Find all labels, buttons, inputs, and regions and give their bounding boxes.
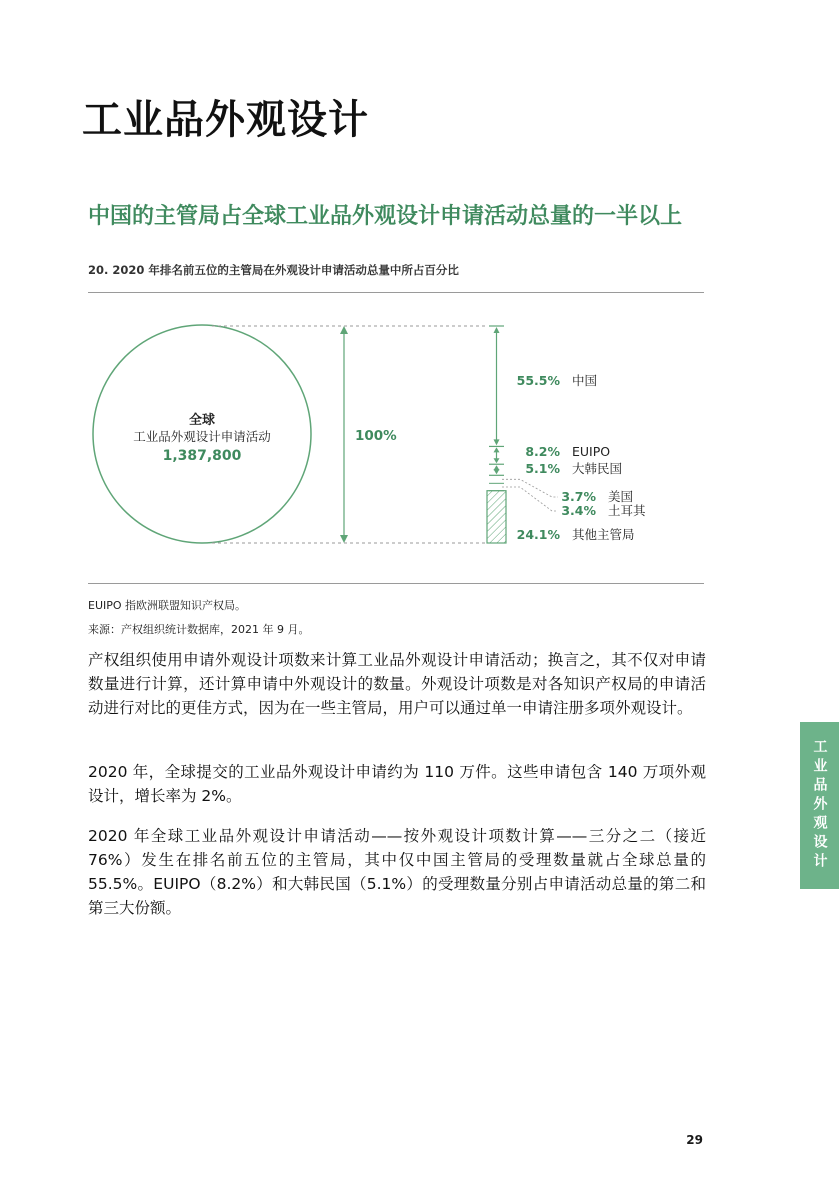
leader-line [502, 487, 558, 511]
stacked-bar [487, 326, 506, 543]
leader-line [502, 479, 558, 497]
bar-segment-others [487, 491, 506, 543]
segment-value-label: 24.1% [516, 527, 560, 542]
total-arrow-up-icon [340, 326, 348, 334]
segment-name-label: 其他主管局 [572, 527, 635, 542]
segment-name-label: 美国 [608, 489, 634, 504]
page-number: 29 [686, 1133, 703, 1147]
segment-labels [502, 373, 646, 542]
segment-name-label: 大韩民国 [572, 461, 623, 476]
total-value: 1,387,800 [162, 448, 242, 464]
arrow-up-icon [494, 447, 500, 452]
segment-value-label: 5.1% [525, 461, 560, 476]
segment-name-label: 中国 [572, 373, 598, 388]
side-tab [800, 722, 839, 889]
segment-name-label: EUIPO [572, 444, 611, 459]
body-paragraph-2: 2020 年，全球提交的工业品外观设计申请约为 110 万件。这些申请包含 140 万项外观设计，增长率为 2%。 [88, 763, 706, 805]
body-paragraph-3: 2020 年全球工业品外观设计申请活动——按外观设计项数计算——三分之二（接近 76%）发生在排名前五位的主管局，其中仅中国主管局的受理数量就占全球总量的 55.5%。EUIPO（8.2%）和大韩民国（5.1%）的受理数量分别占申请活动总量的第二和第三大份额。 [88, 827, 706, 917]
segment-value-label: 3.7% [561, 489, 596, 504]
bottom-divider [88, 583, 704, 584]
side-tab-label: 工业品外观设计 [811, 739, 828, 872]
chart-heading: 中国的主管局占全球工业品外观设计申请活动总量的一半以上 [88, 203, 683, 229]
arrow-down-icon [494, 469, 500, 474]
source-note: 来源：产权组织统计数据库，2021 年 9 月。 [88, 623, 310, 636]
euipo-note: EUIPO 指欧洲联盟知识产权局。 [88, 599, 247, 612]
segment-value-label: 55.5% [516, 373, 560, 388]
total-percent: 100% [355, 428, 397, 444]
segment-name-label: 土耳其 [608, 503, 646, 518]
body-paragraph-1: 产权组织使用申请外观设计项数来计算工业品外观设计申请活动；换言之，其不仅对申请数量进行计算，还计算申请中外观设计的数量。外观设计项数是对各知识产权局的申请活动进行对比的更佳方式，因为在一些主管局，用户可以通过单一申请注册多项外观设计。 [88, 651, 706, 717]
segment-value-label: 3.4% [561, 503, 596, 518]
total-label-line1: 全球 [188, 413, 216, 428]
segment-value-label: 8.2% [525, 444, 560, 459]
total-label-line2: 工业品外观设计申请活动 [133, 429, 271, 444]
chart-subtitle: 20. 2020 年排名前五位的主管局在外观设计申请活动总量中所占百分比 [88, 263, 459, 277]
section-title: 工业品外观设计 [82, 96, 369, 143]
arrow-down-icon [494, 439, 500, 445]
arrow-up-icon [494, 327, 500, 333]
arrow-down-icon [494, 458, 500, 463]
total-arrow-down-icon [340, 535, 348, 543]
